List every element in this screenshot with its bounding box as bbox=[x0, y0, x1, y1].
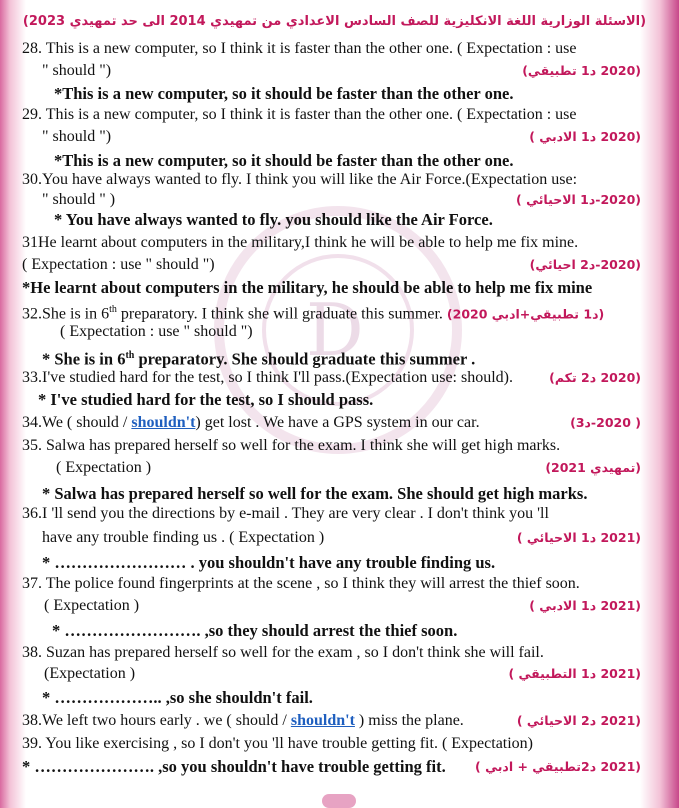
question-32-sup: th bbox=[109, 304, 117, 315]
question-28-continued bbox=[22, 61, 647, 81]
answer-35: * Salwa has prepared herself so well for the exam. She should get high marks. bbox=[42, 484, 588, 503]
answer-31: *He learnt about computers in the military, he should be able to help me fix mine bbox=[22, 278, 593, 297]
question-29-tag: (2020 د1 الادبي ) bbox=[529, 129, 641, 144]
question-32-continued: ( Expectation : use " should ") bbox=[60, 323, 253, 340]
question-31: 31He learnt about computers in the military,I think he will be able to help me fix mine. bbox=[22, 234, 579, 251]
question-33-tag: (2020 د2 تكم) bbox=[549, 370, 641, 385]
question-38b bbox=[22, 711, 647, 731]
document-page bbox=[22, 4, 647, 800]
answer-32-text-b: preparatory. She should graduate this summer . bbox=[134, 349, 476, 369]
question-29-continued bbox=[22, 127, 647, 147]
question-38b-tag: (2021 د2 الاحيائي ) bbox=[516, 713, 641, 728]
question-39-answer-row bbox=[22, 757, 647, 778]
question-36: 36.I 'll send you the directions by e-mail . They are very clear . I don't think you 'll bbox=[22, 505, 549, 522]
answer-30: * You have always wanted to fly. you should like the Air Force. bbox=[54, 210, 493, 229]
question-30: 30.You have always wanted to fly. I think you will like the Air Force.(Expectation use: bbox=[22, 171, 578, 188]
question-30-continued bbox=[22, 190, 647, 210]
answer-33: * I've studied hard for the test, so I should pass. bbox=[38, 390, 374, 409]
question-32 bbox=[22, 300, 647, 324]
question-37: 37. The police found fingerprints at the scene , so I think they will arrest the thief soon. bbox=[22, 575, 580, 592]
answer-39: * …………………. ,so you shouldn't have trouble getting fit. bbox=[22, 757, 446, 776]
answer-29: *This is a new computer, so it should be faster than the other one. bbox=[54, 151, 514, 170]
question-34-tag: ( 2020-د3) bbox=[570, 415, 641, 430]
answer-32-text-a: * She is in 6 bbox=[42, 349, 126, 369]
question-33 bbox=[22, 368, 647, 388]
question-35-continued bbox=[22, 458, 647, 478]
watermark-letter: D bbox=[306, 288, 364, 372]
question-36-cont-text: have any trouble finding us . ( Expectation ) bbox=[42, 529, 325, 546]
question-35: 35. Salwa has prepared herself so well for the exam. I think she will get high marks. bbox=[22, 437, 561, 454]
question-31-tag: (2020-د2 احيائي) bbox=[529, 257, 641, 272]
question-34 bbox=[22, 413, 647, 433]
answer-28: *This is a new computer, so it should be faster than the other one. bbox=[54, 84, 514, 103]
question-32-tag: (2020 د1 تطبيقي+ادبي) bbox=[446, 306, 605, 322]
question-33-text: 33.I've studied hard for the test, so I think I'll pass.(Expectation use: should). bbox=[22, 369, 513, 386]
question-30-tag: (2020-د1 الاحيائي ) bbox=[516, 192, 641, 207]
answer-32 bbox=[22, 346, 667, 370]
answer-38: * ……………….. ,so she shouldn't fail. bbox=[42, 688, 313, 707]
question-28-cont-text: " should ") bbox=[42, 62, 112, 79]
question-34-text-b: ) get lost . We have a GPS system in our car. bbox=[195, 414, 480, 431]
question-38-tag: (2021 د1 التطبيقي ) bbox=[508, 666, 641, 681]
question-37-continued bbox=[22, 596, 647, 616]
question-31-continued bbox=[22, 255, 647, 275]
answer-37: * ……………………. ,so they should arrest the thief soon. bbox=[52, 621, 458, 640]
question-38b-text-a: 38.We left two hours early . we ( should / bbox=[22, 712, 291, 729]
question-29-cont-text: " should ") bbox=[42, 128, 112, 145]
question-38-cont-text: (Expectation ) bbox=[44, 665, 136, 682]
page-header: (الاسئلة الوزارية اللغة الانكليزية للصف السادس الاعدادي من تمهيدي 2014 الى حد تمهيدي 2023) bbox=[22, 14, 647, 29]
question-39-tag: (2021 د2تطبيقي + ادبي ) bbox=[475, 759, 641, 774]
question-30-cont-text: " should " ) bbox=[42, 191, 116, 208]
question-38: 38. Suzan has prepared herself so well for the exam , so I don't think she will fail. bbox=[22, 644, 544, 661]
question-34-text-a: 34.We ( should / bbox=[22, 414, 132, 431]
answer-36: * …………………… . you shouldn't have any trouble finding us. bbox=[42, 553, 496, 572]
question-28: 28. This is a new computer, so I think it is faster than the other one. ( Expectation : use bbox=[22, 40, 577, 57]
question-35-cont-text: ( Expectation ) bbox=[56, 459, 152, 476]
question-37-cont-text: ( Expectation ) bbox=[44, 597, 140, 614]
question-36-tag: (2021 د1 الاحيائي ) bbox=[516, 530, 641, 545]
question-29: 29. This is a new computer, so I think it is faster than the other one. ( Expectation : use bbox=[22, 106, 577, 123]
question-39: 39. You like exercising , so I don't you 'll have trouble getting fit. ( Expectation) bbox=[22, 735, 534, 752]
question-31-cont-text: ( Expectation : use " should ") bbox=[22, 256, 215, 273]
question-32-text-b: preparatory. I think she will graduate this summer. bbox=[116, 305, 443, 323]
question-35-tag: (تمهيدي 2021) bbox=[545, 460, 641, 475]
answer-34-link[interactable]: shouldn't bbox=[131, 414, 196, 431]
question-38-continued bbox=[22, 664, 647, 684]
answer-32-sup: th bbox=[125, 350, 135, 361]
bottom-tab-decoration bbox=[322, 794, 356, 808]
question-32-text-a: 32.She is in 6 bbox=[22, 305, 110, 323]
question-38b-text-b: ) miss the plane. bbox=[354, 712, 464, 729]
question-28-tag: (2020 د1 تطبيقي) bbox=[522, 63, 641, 78]
answer-38b-link[interactable]: shouldn't bbox=[290, 712, 355, 729]
question-37-tag: (2021 د1 الادبي ) bbox=[529, 598, 641, 613]
question-36-continued bbox=[22, 528, 647, 548]
